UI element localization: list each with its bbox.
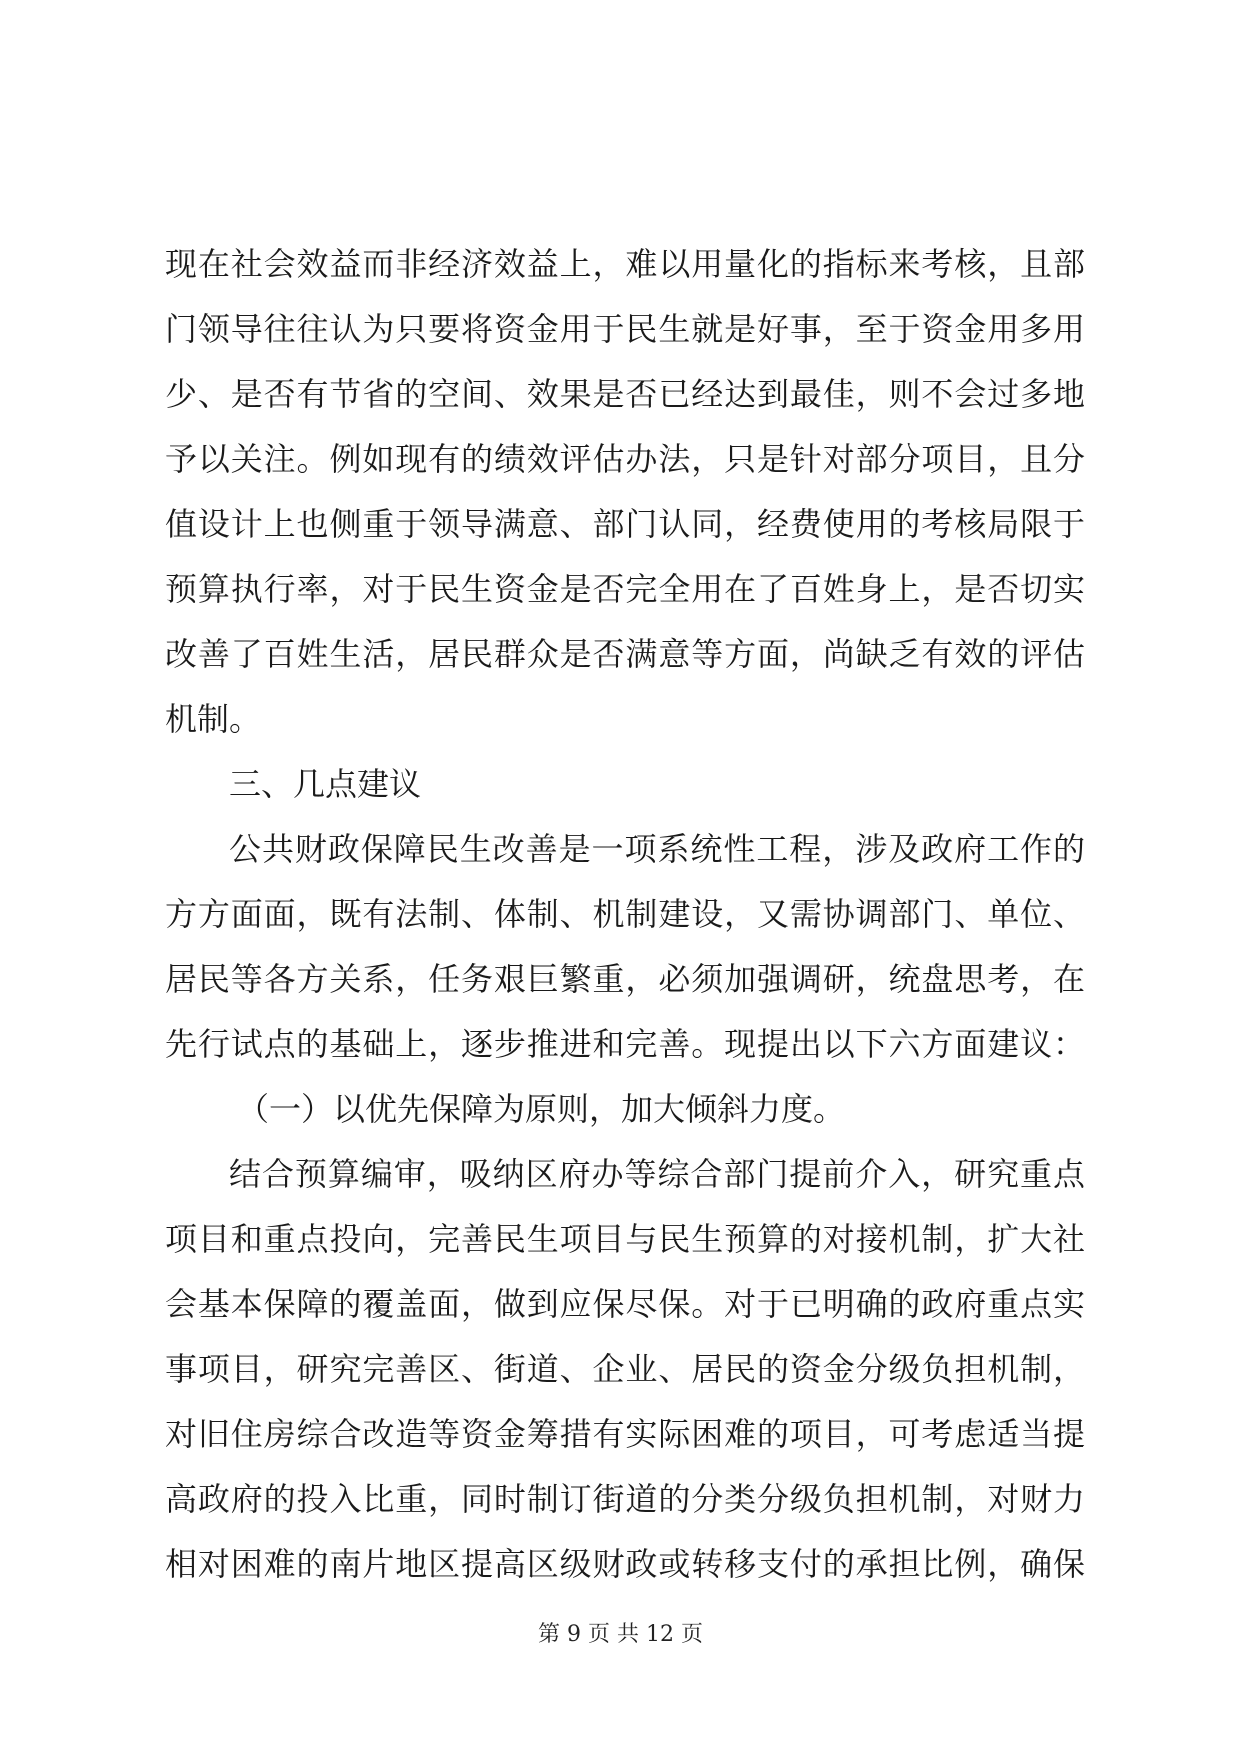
body-line: 会基本保障的覆盖面，做到应保尽保。对于已明确的政府重点实 (165, 1285, 1085, 1323)
body-line: 公共财政保障民生改善是一项系统性工程，涉及政府工作的 (229, 830, 1085, 868)
body-line: 高政府的投入比重，同时制订街道的分类分级负担机制，对财力 (165, 1480, 1085, 1518)
section-heading: 三、几点建议 (229, 765, 422, 803)
body-line: 事项目，研究完善区、街道、企业、居民的资金分级负担机制， (165, 1350, 1085, 1388)
body-line: 机制。 (165, 700, 262, 738)
body-line: 对旧住房综合改造等资金筹措有实际困难的项目，可考虑适当提 (165, 1415, 1085, 1453)
page-number-footer: 第 9 页 共 12 页 (538, 1622, 703, 1647)
body-line: 现在社会效益而非经济效益上，难以用量化的指标来考核，且部 (165, 245, 1085, 283)
body-line: 结合预算编审，吸纳区府办等综合部门提前介入，研究重点 (229, 1155, 1085, 1193)
body-line: 先行试点的基础上，逐步推进和完善。现提出以下六方面建议： (165, 1025, 1085, 1063)
document-body (165, 232, 1085, 1597)
body-line: 少、是否有节省的空间、效果是否已经达到最佳，则不会过多地 (165, 375, 1085, 413)
body-line: 方方面面，既有法制、体制、机制建设，又需协调部门、单位、 (165, 895, 1085, 933)
subsection-heading: （一）以优先保障为原则，加大倾斜力度。 (237, 1090, 846, 1128)
body-line: 值设计上也侧重于领导满意、部门认同，经费使用的考核局限于 (165, 505, 1085, 543)
body-line: 门领导往往认为只要将资金用于民生就是好事，至于资金用多用 (165, 310, 1085, 348)
body-line: 相对困难的南片地区提高区级财政或转移支付的承担比例，确保 (165, 1545, 1085, 1583)
body-line: 项目和重点投向，完善民生项目与民生预算的对接机制，扩大社 (165, 1220, 1085, 1258)
body-line: 居民等各方关系，任务艰巨繁重，必须加强调研，统盘思考，在 (165, 960, 1085, 998)
body-line: 预算执行率，对于民生资金是否完全用在了百姓身上，是否切实 (165, 570, 1085, 608)
body-line: 予以关注。例如现有的绩效评估办法，只是针对部分项目，且分 (165, 440, 1085, 478)
body-line: 改善了百姓生活，居民群众是否满意等方面，尚缺乏有效的评估 (165, 635, 1085, 673)
